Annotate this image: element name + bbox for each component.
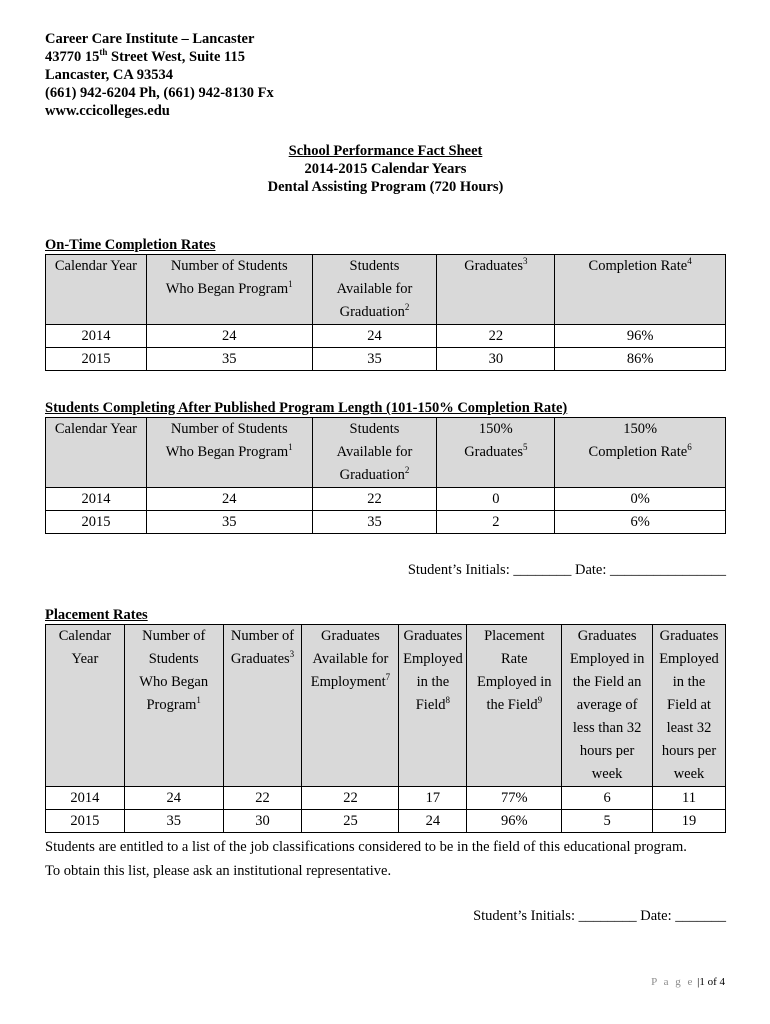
table-cell: 6% (555, 511, 726, 534)
page-label: P a g e (651, 976, 695, 988)
school-website: www.ccicolleges.edu (45, 103, 170, 119)
table-header-row (46, 418, 726, 488)
table-cell: 24 (399, 810, 467, 833)
page-footer (651, 976, 725, 988)
col-header: Number of Students Who Began Program$^1$ (124, 625, 223, 787)
col-header: 150% Completion Rate$^6$ (555, 418, 726, 488)
ontime-table (45, 254, 726, 371)
table-cell: 11 (653, 787, 726, 810)
col-header: Students Available for Graduation$^2$ (312, 255, 437, 325)
col-header: Number of Students Who Began Program$^1$ (146, 418, 312, 488)
table-cell: 0 (437, 488, 555, 511)
table-cell: 35 (146, 511, 312, 534)
table-row (46, 325, 726, 348)
table-row (46, 511, 726, 534)
table-cell: 86% (555, 348, 726, 371)
table-cell: 30 (437, 348, 555, 371)
school-city: Lancaster, CA 93534 (45, 67, 173, 83)
table-cell: 22 (302, 787, 399, 810)
table-cell: 22 (437, 325, 555, 348)
col-header: Graduates Available for Employment$^7$ (302, 625, 399, 787)
job-classification-note (45, 835, 726, 883)
table-cell: 24 (124, 787, 223, 810)
table-cell: 96% (467, 810, 562, 833)
col-header: Calendar Year (46, 625, 125, 787)
student-initials-line: Student’s Initials: ________ Date: ________________ (407, 562, 726, 578)
table-cell: 2015 (46, 511, 147, 534)
table-cell: 35 (312, 511, 437, 534)
table-cell: 35 (146, 348, 312, 371)
table-cell: 30 (223, 810, 302, 833)
col-header: Graduates Employed in the Field$^8$ (399, 625, 467, 787)
document-page (45, 30, 726, 925)
table-cell: 6 (562, 787, 653, 810)
title-line-3: Dental Assisting Program (720 Hours) (267, 179, 504, 195)
table-cell: 96% (555, 325, 726, 348)
table-cell: 2 (437, 511, 555, 534)
table-cell: 2014 (46, 488, 147, 511)
table-cell: 5 (562, 810, 653, 833)
table-cell: 35 (312, 348, 437, 371)
col-header: Number of Graduates$^3$ (223, 625, 302, 787)
table-header-row (46, 625, 726, 787)
school-header (45, 30, 726, 120)
table-row (46, 488, 726, 511)
placement-section-title: Placement Rates (45, 607, 148, 623)
table-cell: 2015 (46, 810, 125, 833)
col-header: Calendar Year (46, 418, 147, 488)
table-row (46, 810, 726, 833)
col-header: Students Available for Graduation$^2$ (312, 418, 437, 488)
student-initials-line-2: Student’s Initials: ________ Date: _______ (473, 908, 726, 924)
col-header: Placement Rate Employed in the Field$^9$ (467, 625, 562, 787)
after-table (45, 417, 726, 534)
col-header: Graduates Employed in the Field an average of less than 32 hours per week (562, 625, 653, 787)
school-address: 43770 15th Street West, Suite 115 (45, 47, 245, 65)
col-header: Graduates$^3$ (437, 255, 555, 325)
table-cell: 22 (312, 488, 437, 511)
table-header-row (46, 255, 726, 325)
table-cell: 2015 (46, 348, 147, 371)
table-cell: 2014 (46, 325, 147, 348)
col-header: Graduates Employed in the Field at least 32 hours per week (653, 625, 726, 787)
col-header: 150% Graduates$^5$ (437, 418, 555, 488)
table-cell: 19 (653, 810, 726, 833)
table-cell: 25 (302, 810, 399, 833)
table-cell: 22 (223, 787, 302, 810)
document-title (45, 142, 726, 196)
table-cell: 77% (467, 787, 562, 810)
table-cell: 0% (555, 488, 726, 511)
table-row (46, 348, 726, 371)
title-line-2: 2014-2015 Calendar Years (304, 161, 467, 177)
school-name: Career Care Institute – Lancaster (45, 31, 255, 47)
table-cell: 24 (146, 488, 312, 511)
school-phones: (661) 942-6204 Ph, (661) 942-8130 Fx (45, 85, 274, 101)
table-cell: 17 (399, 787, 467, 810)
placement-table (45, 624, 726, 833)
after-section-title: Students Completing After Published Program Length (101-150% Completion Rate) (45, 400, 568, 416)
col-header: Calendar Year (46, 255, 147, 325)
ontime-section-title: On-Time Completion Rates (45, 237, 216, 253)
page-number: |1 of 4 (697, 976, 725, 988)
title-line-1: School Performance Fact Sheet (288, 143, 483, 159)
table-row (46, 787, 726, 810)
table-cell: 24 (312, 325, 437, 348)
table-cell: 24 (146, 325, 312, 348)
col-header: Completion Rate$^4$ (555, 255, 726, 325)
table-cell: 2014 (46, 787, 125, 810)
note-line-2: To obtain this list, please ask an institutional representative. (45, 863, 392, 879)
col-header: Number of Students Who Began Program$^1$ (146, 255, 312, 325)
note-line-1: Students are entitled to a list of the job classifications considered to be in the field of this educational program. (45, 839, 687, 855)
table-cell: 35 (124, 810, 223, 833)
